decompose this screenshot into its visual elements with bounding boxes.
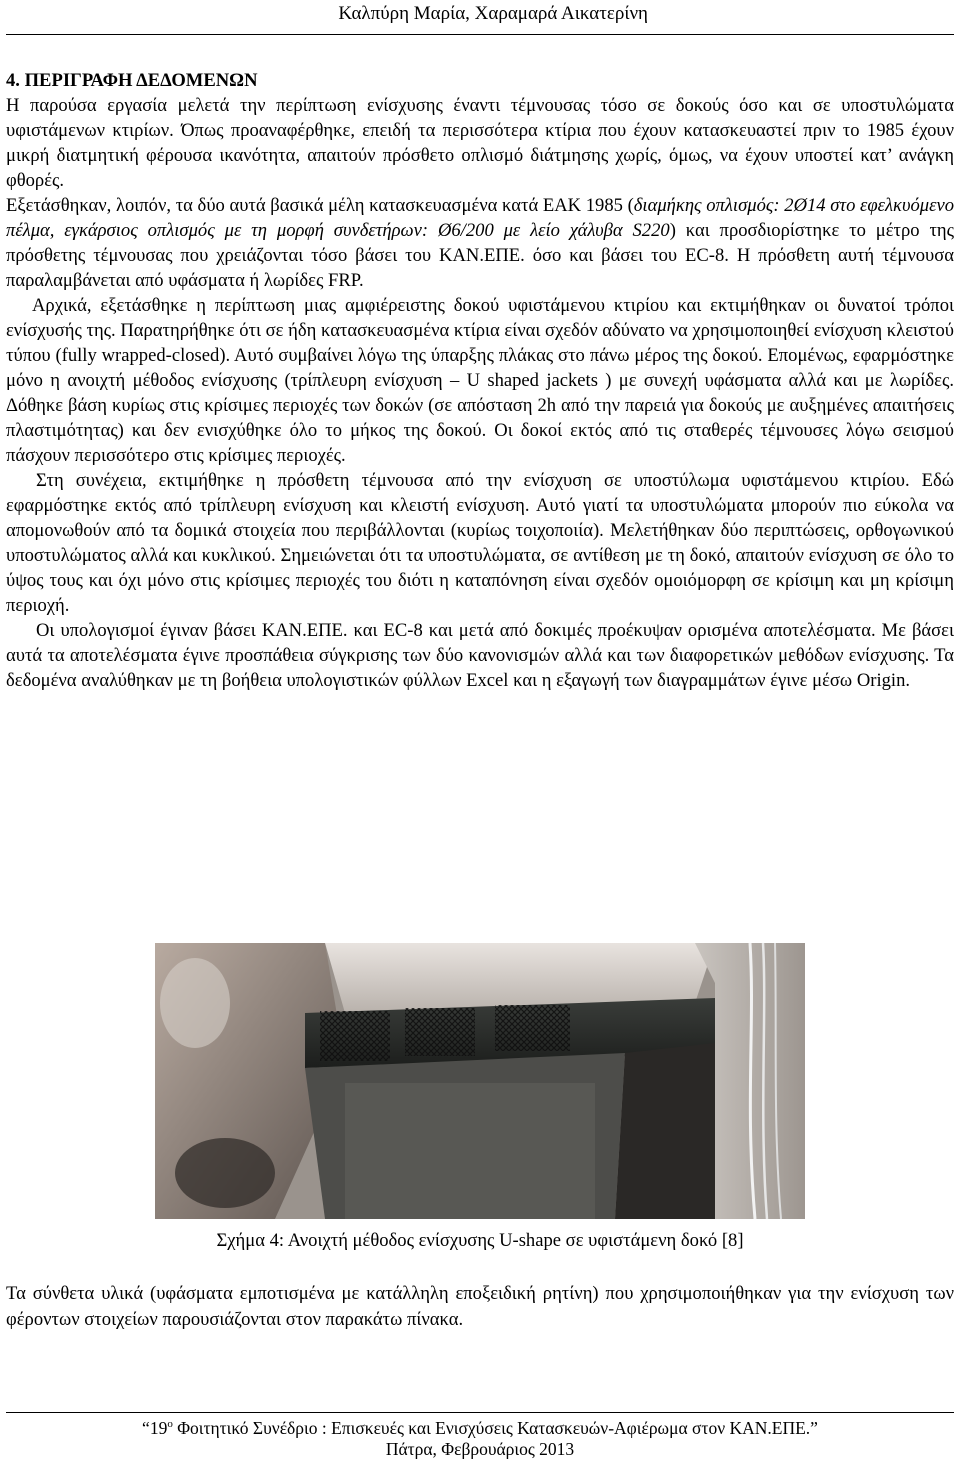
- paragraph-intro: Η παρούσα εργασία μελετά την περίπτωση ενίσχυσης έναντι τέμνουσας τόσο σε δοκούς όσο και σε υποστυλώματα υφιστάμενων κτιρίων. Όπως προαναφέρθηκε, επειδή τα περισσότερα κτίρια που έχουν κατασκευαστεί πριν το 1985 έχουν μικρή διατμητική φέρουσα ικανότητα, απαιτούν πρόσθετο οπλισμό διάτμησης χωρίς, όμως, να έχουν υποστεί κατ’ ανάγκη φθορές.: [6, 95, 954, 191]
- paragraph-column: Στη συνέχεια, εκτιμήθηκε η πρόσθετη τέμνουσα από την ενίσχυση σε υποστύλωμα υφιστάμενου κτιρίου. Εδώ εφαρμόστηκε εκτός από τρίπλευρη ενίσχυση και κλειστή ενίσχυση. Αυτό γιατί τα υποστυλώματα μπορούν πιο εύκολα να απομονωθούν από τα δομικά στοιχεία που περιβάλλονται (κυρίως τοιχοποιία). Μελετήθηκαν δύο περιπτώσεις, ορθογωνικού υποστυλώματος αλλά και κυκλικού. Σημειώνεται ότι τα υποστυλώματα, σε αντίθεση με τη δοκό, απαιτούν ενίσχυση σε όλο το ύψος τους και όχι μόνο στις κρίσιμες περιοχές του διότι η καταπόνηση είναι σχεδόν ομοιόμορφη σε κρίσιμη και μη κρίσιμη περιοχή.: [6, 470, 954, 616]
- main-content: [6, 68, 954, 693]
- paragraph-materials: Τα σύνθετα υλικά (υφάσματα εμποτισμένα με κατάλληλη εποξειδική ρητίνη) που χρησιμοποιήθηκαν για την ενίσχυση των φέροντων στοιχείων παρουσιάζονται στον παρακάτω πίνακα.: [6, 1283, 954, 1330]
- footer-quote-number: “19: [142, 1417, 168, 1438]
- running-header: Καλπύρη Μαρία, Χαραμαρά Αικατερίνη: [338, 3, 648, 24]
- paragraph-beam: Αρχικά, εξετάσθηκε η περίπτωση μιας αμφιέρειστης δοκού υφιστάμενου κτιρίου και εκτιμήθηκαν οι δυνατοί τρόποι ενίσχυσής της. Παρατηρήθηκε ότι σε ήδη κατασκευασμένα κτίρια είναι σχεδόν αδύνατο να χρησιμοποιηθεί ενίσχυση κλειστού τύπου (fully wrapped-closed). Αυτό συμβαίνει λόγω της ύπαρξης πλάκας στο πάνω μέρος της δοκού. Επομένως, εφαρμόστηκε μόνο η ανοιχτή μέθοδος ενίσχυσης (τρίπλευρη ενίσχυση – U shaped jackets ) με συνεχή υφάσματα αλλά και με λωρίδες. Δόθηκε βάση κυρίως στις κρίσιμες περιοχές των δοκών (σε απόσταση 2h από την παρειά για δοκούς με αυξημένες απαιτήσεις πλαστιμότητας) και δεν ενισχύθηκε όλο το μήκος της δοκού. Οι δοκοί εκτός από τις σταθερές τέμνουσες λόγω σεισμού πάσχουν περισσότερο στις κρίσιμες περιοχές.: [6, 295, 954, 466]
- paragraph-calculations: Οι υπολογισμοί έγιναν βάσει ΚΑΝ.ΕΠΕ. και EC-8 και μετά από δοκιμές προέκυψαν ορισμένα αποτελέσματα. Με βάσει αυτά τα αποτελέσματα έγινε προσπάθεια σύγκρισης των δύο κανονισμών αλλά και των διαφορετικών μεθόδων ενίσχυσης. Τα δεδομένα αναλύθηκαν με τη βοήθεια υπολογιστικών φύλλων Excel και η εξαγωγή των διαγραμμάτων έγινε μέσω Origin.: [6, 620, 954, 691]
- header-divider: [6, 34, 954, 35]
- paragraph-members-end: ) και προσδιορίστηκε το μέτρο της πρόσθετης τέμνουσας που χρειάζονται τόσο βάσει του ΚΑΝ.ΕΠΕ. όσο και βάσει του EC-8. Η πρόσθετη αυτή τέμνουσα παραλαμβάνεται από υφάσματα ή λωρίδες FRP.: [6, 220, 955, 291]
- figure-photo: [155, 943, 805, 1219]
- paragraph-members-start: Εξετάσθηκαν, λοιπόν, τα δύο αυτά βασικά μέλη κατασκευασμένα κατά ΕΑΚ 1985 (: [6, 195, 634, 216]
- footer-conference-title: Φοιτητικό Συνέδριο : Επισκευές και Ενισχύσεις Κατασκευών-Αφιέρωμα στον ΚΑΝ.ΕΠΕ.”: [172, 1417, 818, 1438]
- footer-place-date: Πάτρα, Φεβρουάριος 2013: [385, 1439, 575, 1459]
- figure-caption: Σχήμα 4: Ανοιχτή μέθοδος ενίσχυσης U-shape σε υφιστάμενη δοκό [8]: [216, 1230, 744, 1251]
- paragraph-members: [6, 193, 954, 293]
- reinforcement-details: διαμήκης οπλισμός: 2Ø14 στο εφελκυόμενο πέλμα, εγκάρσιος οπλισμός με τη μορφή συνδετήρων: Ø6/200 με λείο χάλυβα S220: [6, 195, 954, 241]
- footer-conference: [0, 1412, 960, 1440]
- section-heading: 4. ΠΕΡΙΓΡΑΦΗ ΔΕΔΟΜΕΝΩΝ: [6, 70, 258, 91]
- footer-ordinal: ο: [167, 1418, 173, 1430]
